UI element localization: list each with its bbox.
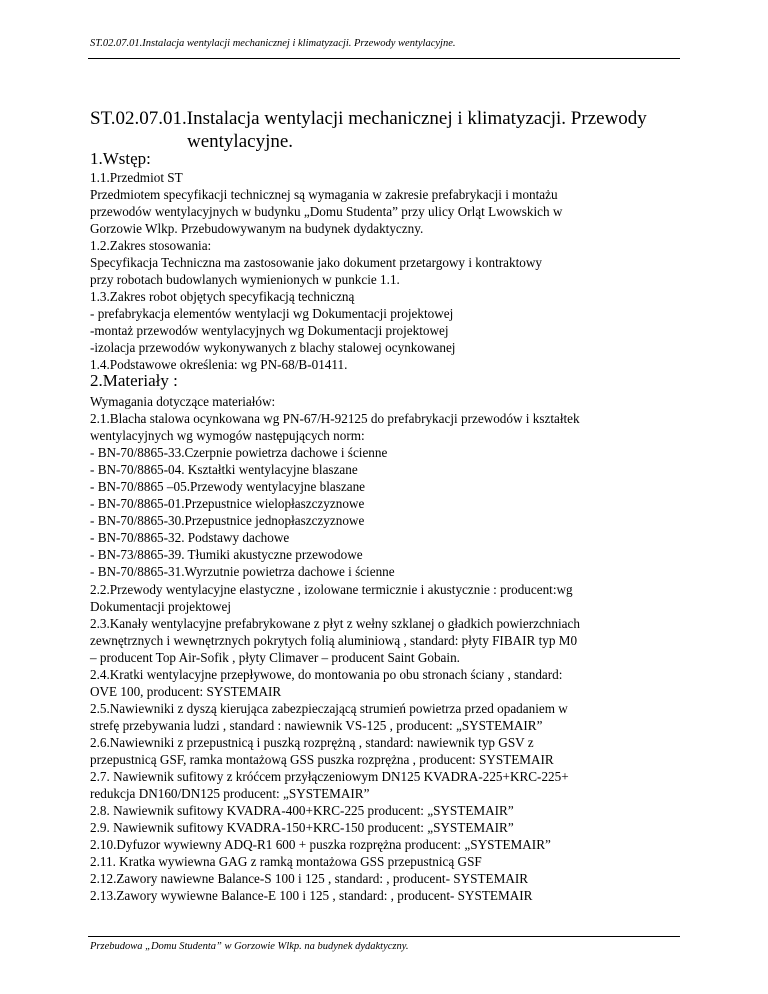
- header-rule: [88, 58, 680, 59]
- section-1-heading: 1.Wstęp:: [90, 149, 151, 168]
- text-line: 2.4.Kratki wentylacyjne przepływowe, do montowania po obu stronach ściany , standard:: [90, 666, 563, 682]
- text-line: - BN-70/8865-30.Przepustnice jednopłaszczyznowe: [90, 513, 365, 529]
- text-line: - prefabrykacja elementów wentylacji wg Dokumentacji projektowej: [90, 306, 454, 321]
- text-line: Przedmiotem specyfikacji technicznej są wymagania w zakresie prefabrykacji i montażu: [90, 187, 558, 202]
- text-line: Gorzowie Wlkp. Przebudowywanym na budynek dydaktyczny.: [90, 221, 424, 236]
- text-line: przy robotach budowlanych wymienionych w punkcie 1.1.: [90, 272, 400, 287]
- text-line: 2.2.Przewody wentylacyjne elastyczne , izolowane termicznie i akustycznie : producent:wg: [90, 581, 573, 597]
- text-line: 1.3.Zakres robot objętych specyfikacją techniczną: [90, 289, 355, 304]
- text-line: - BN-70/8865-31.Wyrzutnie powietrza dachowe i ścienne: [90, 564, 395, 580]
- text-line: 2.13.Zawory wywiewne Balance-E 100 i 125 , standard: , producent- SYSTEMAIR: [90, 888, 533, 904]
- text-line: 1.4.Podstawowe określenia: wg PN-68/B-01411.: [90, 357, 348, 372]
- text-line: 2.3.Kanały wentylacyjne prefabrykowane z płyt z wełny szklanej o gładkich powierzchniach: [90, 615, 580, 631]
- text-line: 2.12.Zawory nawiewne Balance-S 100 i 125 , standard: , producent- SYSTEMAIR: [90, 871, 529, 887]
- text-line: Wymagania dotyczące materiałów:: [90, 394, 276, 409]
- text-line: Specyfikacja Techniczna ma zastosowanie jako dokument przetargowy i kontraktowy: [90, 255, 542, 270]
- section-1-body: [90, 169, 690, 373]
- text-line: 2.5.Nawiewniki z dyszą kierująca zabezpieczającą strumień powietrza przed opadaniem w: [90, 700, 568, 716]
- text-line: - BN-70/8865-32. Podstawy dachowe: [90, 530, 290, 546]
- page-footer: Przebudowa „Domu Studenta” w Gorzowie Wlkp. na budynek dydaktyczny.: [90, 941, 409, 952]
- title-line-1: ST.02.07.01.Instalacja wentylacji mechanicznej i klimatyzacji. Przewody: [90, 108, 647, 129]
- text-line: 1.2.Zakres stosowania:: [90, 238, 212, 253]
- text-line: 2.11. Kratka wywiewna GAG z ramką montażowa GSS przepustnicą GSF: [90, 854, 482, 870]
- title-line-2: wentylacyjne.: [187, 131, 294, 152]
- text-line: - BN-70/8865-33.Czerpnie powietrza dachowe i ścienne: [90, 445, 388, 461]
- section-2-body: [90, 393, 690, 904]
- text-line: 1.1.Przedmiot ST: [90, 170, 183, 185]
- text-line: zewnętrznych i wewnętrznych pokrytych folią aluminiową , standard: płyty FIBAIR typ M0: [90, 632, 578, 648]
- text-line: 2.9. Nawiewnik sufitowy KVADRA-150+KRC-150 producent: „SYSTEMAIR”: [90, 820, 514, 836]
- text-line: - BN-70/8865-01.Przepustnice wielopłaszczyznowe: [90, 496, 365, 512]
- page-header: ST.02.07.01.Instalacja wentylacji mechanicznej i klimatyzacji. Przewody wentylacyjne.: [90, 38, 456, 49]
- text-line: przepustnicą GSF, ramka montażową GSS puszka rozprężna , producent: SYSTEMAIR: [90, 751, 554, 767]
- text-line: wentylacyjnych wg wymogów następujących norm:: [90, 428, 365, 444]
- text-line: - BN-73/8865-39. Tłumiki akustyczne przewodowe: [90, 547, 363, 563]
- document-title: [90, 107, 690, 153]
- text-line: redukcja DN160/DN125 producent: „SYSTEMAIR”: [90, 786, 370, 802]
- section-2-heading: 2.Materiały :: [90, 371, 178, 390]
- text-line: OVE 100, producent: SYSTEMAIR: [90, 683, 282, 699]
- text-line: 2.7. Nawiewnik sufitowy z króćcem przyłączeniowym DN125 KVADRA-225+KRC-225+: [90, 769, 569, 785]
- footer-rule: [88, 936, 680, 937]
- text-line: -montaż przewodów wentylacyjnych wg Dokumentacji projektowej: [90, 323, 449, 338]
- text-line: -izolacja przewodów wykonywanych z blachy stalowej ocynkowanej: [90, 340, 456, 355]
- text-line: Dokumentacji projektowej: [90, 598, 231, 614]
- text-line: 2.10.Dyfuzor wywiewny ADQ-R1 600 + puszka rozprężna producent: „SYSTEMAIR”: [90, 837, 551, 853]
- text-line: strefę przebywania ludzi , standard : nawiewnik VS-125 , producent: „SYSTEMAIR”: [90, 717, 543, 733]
- text-line: - BN-70/8865 –05.Przewody wentylacyjne blaszane: [90, 479, 366, 495]
- section-1: [90, 150, 690, 373]
- text-line: – producent Top Air-Sofik , płyty Climaver – producent Saint Gobain.: [90, 649, 460, 665]
- text-line: przewodów wentylacyjnych w budynku „Domu Studenta” przy ulicy Orląt Lwowskich w: [90, 204, 563, 219]
- text-line: 2.1.Blacha stalowa ocynkowana wg PN-67/H-92125 do prefabrykacji przewodów i kształtek: [90, 411, 580, 427]
- text-line: 2.6.Nawiewniki z przepustnicą i puszką rozprężną , standard: nawiewnik typ GSV z: [90, 734, 534, 750]
- text-line: 2.8. Nawiewnik sufitowy KVADRA-400+KRC-225 producent: „SYSTEMAIR”: [90, 803, 514, 819]
- text-line: - BN-70/8865-04. Kształtki wentylacyjne blaszane: [90, 462, 358, 478]
